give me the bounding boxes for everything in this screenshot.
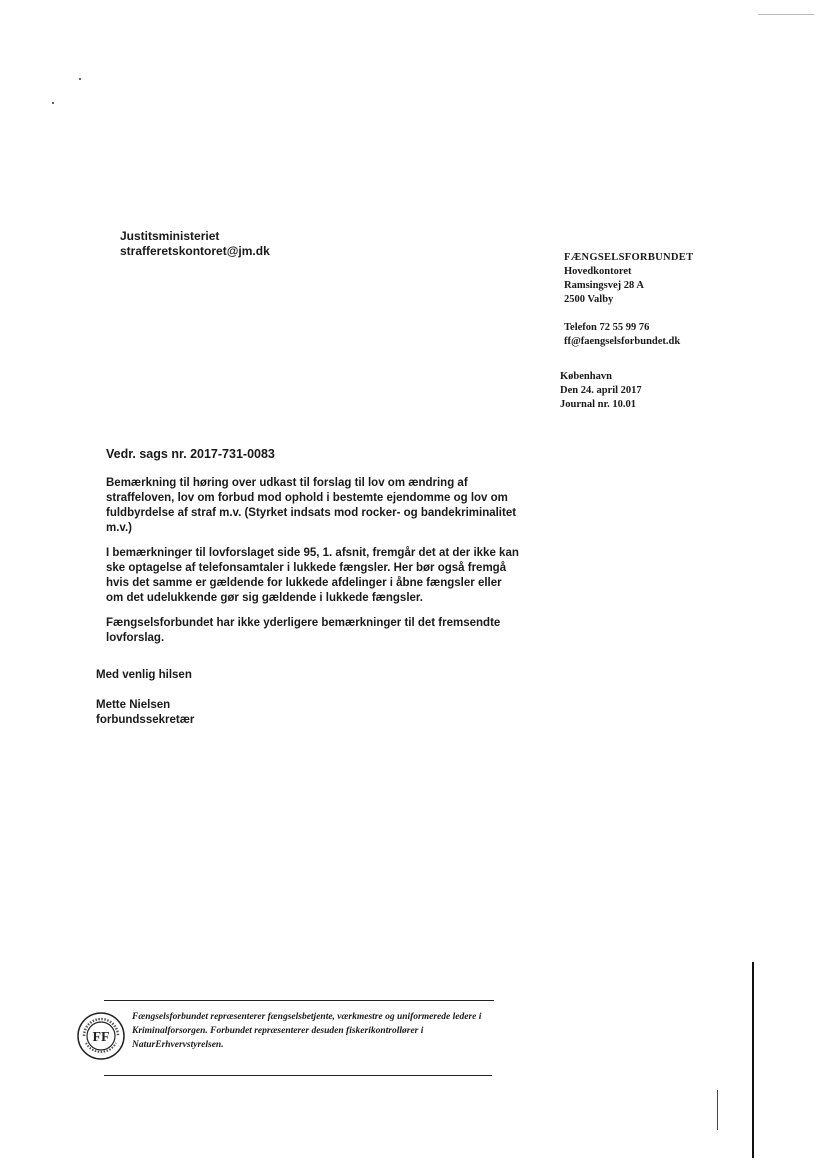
footer-bottom-rule	[104, 1075, 492, 1076]
closing: Med venlig hilsen	[96, 669, 192, 681]
scan-margin-line-small	[717, 1090, 718, 1130]
sender-email: ff@faengselsforbundet.dk	[564, 336, 681, 347]
letter-body	[106, 447, 521, 656]
signer-name: Mette Nielsen	[96, 699, 171, 711]
sender-street: Ramsingsvej 28 A	[564, 280, 644, 291]
signature-block	[96, 698, 194, 728]
footer-text: Fængselsforbundet repræsenterer fængselsbetjente, værkmestre og uniformerede ledere i Kriminalforsorgen. Forbundet repræsenterer desuden fiskerikontrollører i NaturErhvervstyrelsen.	[132, 1012, 482, 1050]
meta-block	[560, 370, 642, 412]
sender-city: 2500 Valby	[564, 294, 614, 305]
sender-org: FÆNGSELSFORBUNDET	[564, 252, 694, 263]
sender-block	[564, 251, 693, 349]
paragraph: Fængselsforbundet har ikke yderligere bemærkninger til det fremsendte lovforslag.	[106, 617, 501, 644]
sender-office: Hovedkontoret	[564, 266, 632, 277]
recipient-email: strafferetskontoret@jm.dk	[120, 244, 270, 258]
scan-speck	[52, 102, 54, 104]
sender-phone: Telefon 72 55 99 76	[564, 322, 650, 333]
union-logo	[76, 1011, 126, 1061]
paragraph: I bemærkninger til lovforslaget side 95, 1. afsnit, fremgår det at der ikke kan ske optagelse af telefonsamtaler i lukkede fængsler. Her bør også fremgå hvis det samme er gældende for lukkede afdelinger i åbne fængsler eller om det udelukkende gør sig gældende i lukkede fængsler.	[106, 547, 519, 604]
reference-line: Vedr. sags nr. 2017-731-0083	[106, 447, 275, 461]
meta-journal: Journal nr. 10.01	[560, 399, 637, 410]
scan-margin-line	[752, 962, 754, 1158]
recipient-block	[120, 229, 270, 259]
scan-edge-line	[758, 14, 814, 15]
meta-place: København	[560, 371, 612, 382]
paragraph: Bemærkning til høring over udkast til forslag til lov om ændring af straffeloven, lov om forbud mod ophold i bestemte ejendomme og lov om fuldbyrdelse af straf m.v. (Styrket indsats mod rocker- og bandekriminalitet m.v.)	[106, 477, 517, 534]
meta-date: Den 24. april 2017	[560, 385, 642, 396]
footer-top-rule	[104, 1000, 494, 1001]
scan-speck	[79, 78, 81, 80]
logo-letters: FF	[92, 1030, 110, 1045]
recipient-name: Justitsministeriet	[120, 229, 220, 243]
signer-title: forbundssekretær	[96, 714, 195, 726]
